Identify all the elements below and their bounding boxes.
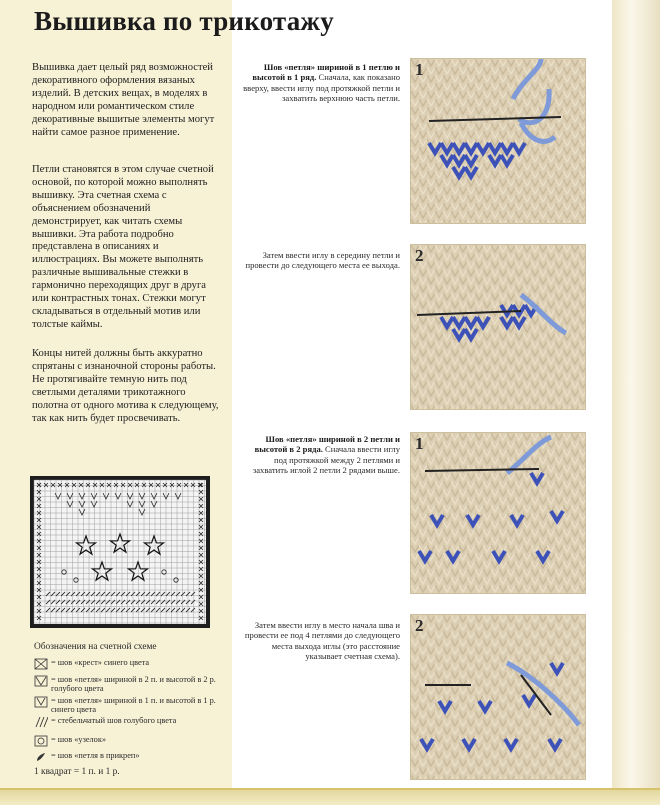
legend-item-knot: = шов «узелок» <box>34 735 223 747</box>
detached-loop-icon <box>34 751 48 763</box>
counting-chart <box>30 476 210 628</box>
step-caption-3: Шов «петля» шириной в 2 петли и высотой в 2 ряда. Сначала ввести иглу под протяжкой между 2 петлями и захватить иглой 2 петли 2 рядами выше. <box>252 434 400 476</box>
step-photo-4 <box>410 614 586 780</box>
page-title: Вышивка по трикотажу <box>34 6 334 36</box>
bottom-border <box>0 788 660 805</box>
loop-stitch-1-icon <box>34 696 48 708</box>
step-photo-2 <box>410 244 586 410</box>
step-caption-2: Затем ввести иглу в середину петли и провести до следующего места ее выхода. <box>245 250 400 271</box>
step-number: 2 <box>415 246 424 265</box>
step-photo-1 <box>410 58 586 224</box>
page-gutter <box>612 0 660 803</box>
chart-scale-note: 1 квадрат = 1 п. и 1 р. <box>34 767 120 777</box>
legend-title: Обозначения на счетной схеме <box>34 642 157 652</box>
legend-item-loop-1: = шов «петля» шириной в 1 п. и высотой в 1 р. синего цвета <box>34 696 223 715</box>
step-number: 1 <box>415 60 424 79</box>
loop-stitch-2-icon <box>34 675 48 687</box>
legend-item-cross: = шов «крест» синего цвета <box>34 658 223 670</box>
knit-swatch-image <box>411 433 585 593</box>
step-photo-3 <box>410 432 586 594</box>
step-number: 2 <box>415 616 424 635</box>
legend-item-detached-loop: = шов «петля в прикреп» <box>34 751 223 763</box>
stem-stitch-icon <box>34 716 48 728</box>
step-number: 1 <box>415 434 424 453</box>
knot-stitch-icon <box>34 735 48 747</box>
step-caption-1: Шов «петля» шириной в 1 петлю и высотой в 1 ряд. Сначала, как показано вверху, ввести иглу под протяжкой петли и захватить верхнюю часть петли. <box>243 62 400 104</box>
cross-stitch-icon <box>34 658 48 670</box>
step-caption-4: Затем ввести иглу в место начала шва и провести ее под 4 петлями до следующего места выхода иглы (это расстояние указывает счетная схема). <box>244 620 400 662</box>
intro-paragraph: Вышивка дает целый ряд возможностей декоративного оформления вязаных изделий. В детских вещах, в моделях в народном или романтическом стиле декоративные вышитые элементы могут найти самое разное применение. <box>32 62 215 138</box>
knit-swatch-image <box>411 59 585 223</box>
knit-swatch-image <box>411 245 585 409</box>
counting-chart-grid <box>30 476 210 628</box>
body-paragraph: Петли становятся в этом случае счетной основой, по которой можно выполнять вышивку. Эта счетная схема с объяснением обозначений демонстрирует, как читать схемы вышивки. Эта работа подробно представлена в описаниях и иллюстрациях. Вы можете выполнять различные вышивальные стежки в гармонично переходящих друг в друга или контрастных тонах. Стежки могут складываться в отдельный мотив или толстые каймы. <box>32 164 214 330</box>
legend-item-stem: = стебельчатый шов голубого цвета <box>34 716 223 728</box>
legend-item-loop-2: = шов «петля» шириной в 2 п. и высотой в 2 р. голубого цвета <box>34 675 223 694</box>
tips-paragraph: Концы нитей должны быть аккуратно спрятаны с изнаночной стороны работы. Не протягивайте темную нить под светлыми деталями трикотажного полотна от одного мотива к следующему, так как нить будет просвечивать. <box>32 348 219 424</box>
knit-swatch-image <box>411 615 585 779</box>
